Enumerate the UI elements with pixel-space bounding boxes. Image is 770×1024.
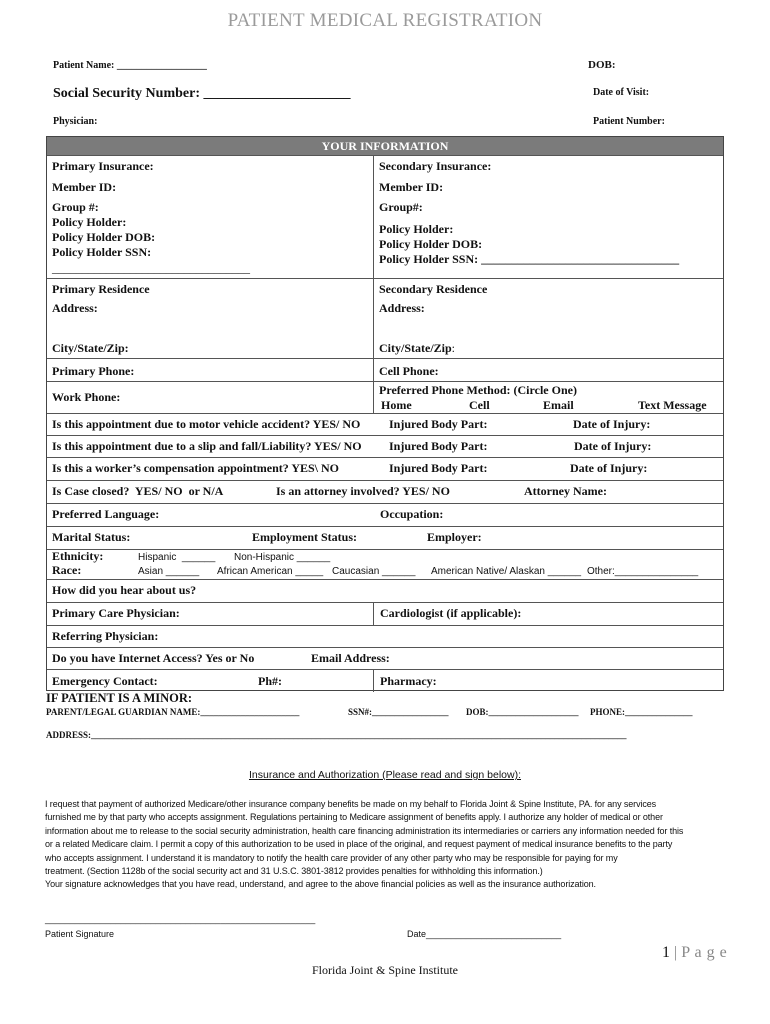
authorization-line: information about me to release to the social security administration, health care financing administration its intermediaries or carriers any information needed for this <box>45 825 684 836</box>
ethnicity-non-hispanic-option[interactable]: Non-Hispanic ______ <box>234 552 331 563</box>
authorization-heading: Insurance and Authorization (Please read and sign below): <box>248 769 521 781</box>
date-of-injury-label-2: Date of Injury: <box>574 439 652 453</box>
page-word: P a g e <box>681 944 728 961</box>
policy-holder-dob-label-2: Policy Holder DOB: <box>379 237 483 251</box>
policy-holder-ssn-line-1[interactable]: _________________________________ <box>52 261 250 275</box>
city-state-zip-label-2: City/State/Zip: <box>379 341 456 355</box>
group-label-1: Group #: <box>52 200 99 214</box>
date-of-visit-label: Date of Visit: <box>593 87 650 98</box>
slip-fall-question: Is this appointment due to a slip and fall/Liability? YES/ NO <box>52 439 362 453</box>
workers-comp-question: Is this a worker’s compensation appointment? YES\ NO <box>52 461 340 475</box>
hear-about-us-label: How did you hear about us? <box>52 583 197 597</box>
authorization-line: who accepts assignment. I understand it is mandatory to notify the health care provider of any other party who may be responsible for paying for my <box>45 852 618 863</box>
page-number <box>662 944 727 962</box>
policy-holder-ssn-field-2[interactable]: Policy Holder SSN: _________________________________ <box>379 252 680 266</box>
authorization-line: treatment. (Section 1128b of the social security act and 31 U.S.C. 3801-3812 provides penalties for withholding this information.) <box>45 866 543 877</box>
race-african-american-option[interactable]: African American _____ <box>217 566 324 577</box>
primary-care-physician-label: Primary Care Physician: <box>52 606 180 620</box>
employer-label: Employer: <box>427 530 482 544</box>
injured-body-part-label-1: Injured Body Part: <box>389 417 488 431</box>
date-of-injury-label-3: Date of Injury: <box>570 461 648 475</box>
secondary-residence-label: Secondary Residence <box>379 282 488 296</box>
injured-body-part-label-3: Injured Body Part: <box>389 461 488 475</box>
guardian-dob-field[interactable]: DOB:____________________ <box>466 707 579 717</box>
employment-status-label: Employment Status: <box>252 530 358 544</box>
referring-physician-label: Referring Physician: <box>52 629 159 643</box>
race-other-option[interactable]: Other:_______________ <box>587 566 699 577</box>
phone-option-cell[interactable]: Cell <box>469 398 490 412</box>
race-label: Race: <box>52 563 82 577</box>
dob-label: DOB: <box>588 59 616 71</box>
email-address-label: Email Address: <box>311 651 390 665</box>
attorney-name-label: Attorney Name: <box>524 484 607 498</box>
case-closed-question: Is Case closed? YES/ NO or N/A <box>52 484 224 498</box>
authorization-line: furnished me by that party who accepts assignment. Regulations pertaining to Medicare assignment of benefits apply. I authorize any holder of medical or other <box>45 812 663 823</box>
cardiologist-label: Cardiologist (if applicable): <box>380 606 522 620</box>
page-separator: | <box>674 944 678 961</box>
your-information-table <box>46 136 724 691</box>
primary-insurance-label: Primary Insurance: <box>52 159 154 173</box>
city-state-zip-label-1: City/State/Zip: <box>52 341 129 355</box>
primary-phone-label: Primary Phone: <box>52 364 135 378</box>
secondary-insurance-label: Secondary Insurance: <box>379 159 492 173</box>
race-american-native-option[interactable]: American Native/ Alaskan ______ <box>431 566 582 577</box>
address-label-2: Address: <box>379 301 425 315</box>
preferred-language-label: Preferred Language: <box>52 507 160 521</box>
footer-organization: Florida Joint & Spine Institute <box>312 963 458 977</box>
race-caucasian-option[interactable]: Caucasian ______ <box>332 566 416 577</box>
emergency-phone-label: Ph#: <box>258 674 282 688</box>
motor-vehicle-question: Is this appointment due to motor vehicle accident? YES/ NO <box>52 417 361 431</box>
patient-number-label: Patient Number: <box>593 116 665 127</box>
guardian-address-field[interactable]: ADDRESS:_______________________________________________________________________________________________________________________ <box>46 730 627 740</box>
physician-label: Physician: <box>53 116 98 127</box>
phone-option-email[interactable]: Email <box>543 398 574 412</box>
work-phone-label: Work Phone: <box>52 390 121 404</box>
minor-section-title: IF PATIENT IS A MINOR: <box>46 691 193 705</box>
internet-access-question: Do you have Internet Access? Yes or No <box>52 651 255 665</box>
occupation-label: Occupation: <box>380 507 444 521</box>
address-label-1: Address: <box>52 301 98 315</box>
authorization-text <box>45 798 725 892</box>
phone-option-text[interactable]: Text Message <box>638 398 707 412</box>
emergency-contact-label: Emergency Contact: <box>52 674 158 688</box>
member-id-label-1: Member ID: <box>52 180 117 194</box>
attorney-involved-question: Is an attorney involved? YES/ NO <box>276 484 450 498</box>
injured-body-part-label-2: Injured Body Part: <box>389 439 488 453</box>
member-id-label-2: Member ID: <box>379 180 444 194</box>
patient-name-field[interactable]: Patient Name: __________________ <box>53 60 207 71</box>
preferred-phone-label: Preferred Phone Method: (Circle One) <box>379 383 577 397</box>
policy-holder-label-2: Policy Holder: <box>379 222 454 236</box>
authorization-line: Your signature acknowledges that you have read, understand, and agree to the above financial policies as well as the insurance authorization. <box>45 879 596 890</box>
guardian-ssn-field[interactable]: SSN#:_________________ <box>348 707 449 717</box>
policy-holder-dob-label-1: Policy Holder DOB: <box>52 230 156 244</box>
primary-residence-label: Primary Residence <box>52 282 150 296</box>
group-label-2: Group#: <box>379 200 423 214</box>
guardian-phone-field[interactable]: PHONE:_______________ <box>590 707 693 717</box>
cell-phone-label: Cell Phone: <box>379 364 439 378</box>
race-asian-option[interactable]: Asian ______ <box>138 566 200 577</box>
marital-status-label: Marital Status: <box>52 530 131 544</box>
authorization-line: I request that payment of authorized Medicare/other insurance company benefits be made on my behalf to Florida Joint & Spine Institute, PA. for any services <box>45 799 657 809</box>
signature-date-field[interactable]: Date___________________________ <box>407 929 562 939</box>
authorization-line: or a related Medicare claim. I permit a copy of this authorization to be used in place of the original, and request payment of medical insurance benefits to the party <box>45 839 673 850</box>
guardian-name-field[interactable]: PARENT/LEGAL GUARDIAN NAME:______________________ <box>46 707 300 717</box>
ssn-field[interactable]: Social Security Number: _____________________ <box>53 86 351 101</box>
page-number-value: 1 <box>662 944 670 961</box>
pharmacy-label: Pharmacy: <box>380 674 437 688</box>
section-header: YOUR INFORMATION <box>47 137 723 155</box>
signature-line[interactable]: ______________________________________________________ <box>45 914 316 924</box>
ethnicity-hispanic-option[interactable]: Hispanic ______ <box>138 552 216 563</box>
date-of-injury-label-1: Date of Injury: <box>573 417 651 431</box>
policy-holder-ssn-label-1: Policy Holder SSN: <box>52 245 152 259</box>
ethnicity-label: Ethnicity: <box>52 549 104 563</box>
page-title: PATIENT MEDICAL REGISTRATION <box>227 10 543 31</box>
phone-option-home[interactable]: Home <box>381 398 412 412</box>
patient-signature-label: Patient Signature <box>45 929 115 939</box>
policy-holder-label-1: Policy Holder: <box>52 215 127 229</box>
